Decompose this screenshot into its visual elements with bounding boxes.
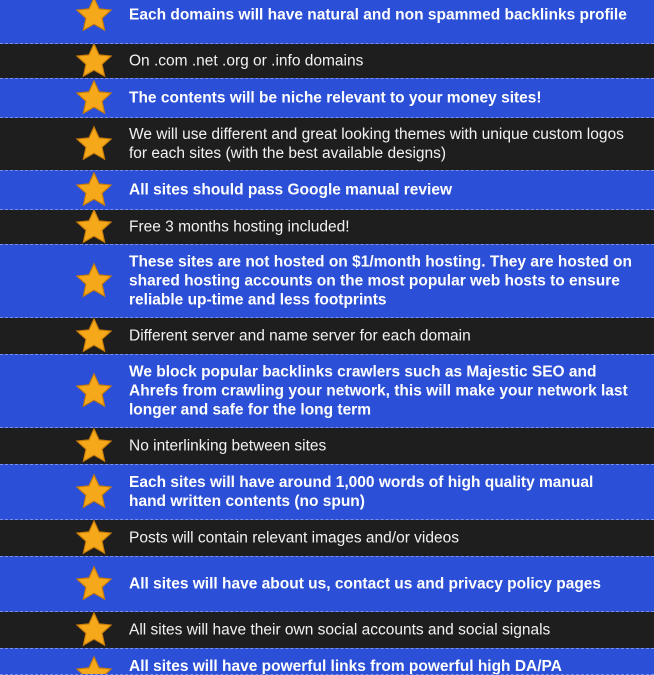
star-icon (75, 520, 113, 556)
star-icon (75, 428, 113, 464)
feature-text: The contents will be niche relevant to your money sites! (129, 89, 542, 107)
star-icon (75, 171, 113, 209)
feature-row (0, 520, 654, 556)
feature-row (0, 0, 654, 44)
feature-text: On .com .net .org or .info domains (129, 52, 364, 70)
feature-text: Each sites will have around 1,000 words of high quality manual hand written contents (no spun) (129, 474, 594, 510)
star-icon (75, 655, 113, 675)
feature-row (0, 44, 654, 78)
feature-row (0, 244, 654, 318)
feature-text: Posts will contain relevant images and/or videos (129, 529, 459, 547)
star-icon (75, 372, 113, 410)
feature-row (0, 210, 654, 244)
star-icon (75, 44, 113, 78)
feature-text: Each domains will have natural and non spammed backlinks profile (129, 6, 627, 24)
feature-text: No interlinking between sites (129, 437, 327, 455)
feature-row (0, 318, 654, 354)
feature-text: All sites will have powerful links from powerful high DA/PA (129, 658, 562, 675)
feature-text: We will use different and great looking themes with unique custom logos for each sites (with the best available designs) (129, 126, 624, 162)
feature-row (0, 428, 654, 464)
star-icon (75, 473, 113, 511)
star-icon (75, 318, 113, 354)
star-icon (75, 262, 113, 300)
star-icon (75, 79, 113, 117)
feature-row (0, 648, 654, 675)
feature-row (0, 464, 654, 520)
feature-text: We block popular backlinks crawlers such as Majestic SEO and Ahrefs from crawling your network, this will make your network last longer and safe for the long term (129, 363, 628, 419)
feature-text: These sites are not hosted on $1/month hosting. They are hosted on shared hosting accounts on the most popular web hosts to ensure reliable up-time and less footprints (129, 253, 632, 309)
feature-row (0, 354, 654, 428)
feature-row (0, 556, 654, 612)
feature-text: All sites will have their own social accounts and social signals (129, 621, 551, 639)
feature-row (0, 612, 654, 648)
feature-row (0, 78, 654, 118)
feature-text: All sites should pass Google manual review (129, 181, 453, 199)
star-icon (75, 0, 113, 34)
feature-text: All sites will have about us, contact us and privacy policy pages (129, 575, 602, 593)
feature-row (0, 170, 654, 210)
star-icon (75, 125, 113, 163)
feature-text: Free 3 months hosting included! (129, 218, 350, 236)
feature-text: Different server and name server for each domain (129, 327, 471, 345)
feature-row (0, 118, 654, 170)
star-icon (75, 210, 113, 244)
star-icon (75, 565, 113, 603)
star-icon (75, 612, 113, 648)
